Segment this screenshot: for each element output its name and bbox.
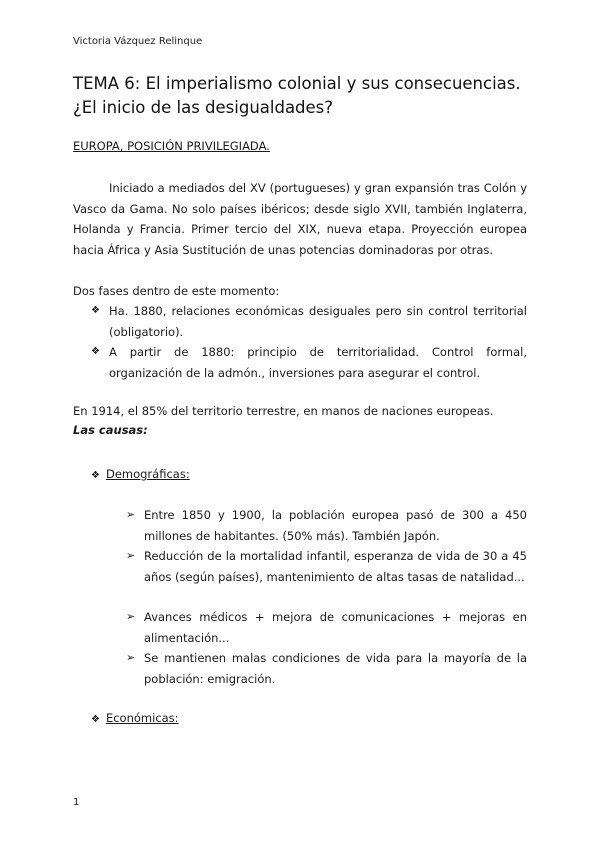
cause-label: Económicas: (105, 711, 179, 725)
cause-item-text: Entre 1850 y 1900, la población europea pasó de 300 a 450 millones de habitantes. (50% más). También Japón. (144, 508, 527, 543)
phase-text: A partir de 1880: principio de territorialidad. Control formal, organización de la admón., inversiones para asegurar el control. (109, 345, 527, 380)
territory-fact: En 1914, el 85% del territorio terrestre, en manos de naciones europeas. (73, 404, 494, 418)
causes-heading: Las causas: (73, 423, 148, 437)
list-item (126, 505, 527, 546)
list-item (126, 648, 527, 689)
list-item (91, 301, 527, 342)
section-heading: EUROPA, POSICIÓN PRIVILEGIADA. (73, 139, 270, 153)
cause-item-text: Reducción de la mortalidad infantil, esperanza de vida de 30 a 45 años (según países), mantenimiento de altas tasas de natalidad... (144, 549, 527, 584)
list-item (91, 342, 527, 383)
arrow-bullet-icon: ➢ (126, 610, 136, 623)
author-name: Victoria Vázquez Relinque (73, 36, 203, 47)
arrow-bullet-icon: ➢ (126, 549, 136, 562)
diamond-bullet-icon: ❖ (91, 470, 100, 481)
cause-item-text: Se mantienen malas condiciones de vida para la mayoría de la población: emigración. (144, 651, 527, 686)
cause-label: Demográficas: (105, 467, 190, 481)
page-number: 1 (73, 797, 80, 808)
arrow-bullet-icon: ➢ (126, 651, 136, 664)
diamond-bullet-icon: ❖ (91, 714, 100, 725)
diamond-bullet-icon: ❖ (91, 346, 100, 357)
phase-text: Ha. 1880, relaciones económicas desiguales pero sin control territorial (obligatorio). (109, 304, 527, 339)
cause-heading-demograficas (91, 464, 190, 487)
intro-paragraph: Iniciado a mediados del XV (portugueses) y gran expansión tras Colón y Vasco da Gama. No solo países ibéricos; desde siglo XVII, también Inglaterra, Holanda y Francia. Primer tercio del XIX, nueva etapa. Proyección europea hacia África y Asia Sustitución de unas potencias dominadoras por otras. (73, 181, 527, 257)
list-item (126, 546, 527, 587)
arrow-bullet-icon: ➢ (126, 508, 136, 521)
list-item (126, 607, 527, 648)
diamond-bullet-icon: ❖ (91, 305, 100, 316)
phases-intro: Dos fases dentro de este momento: (73, 284, 280, 298)
page-title: TEMA 6: El imperialismo colonial y sus consecuencias. ¿El inicio de las desigualdades? (73, 74, 521, 117)
cause-heading-economicas (91, 708, 179, 731)
cause-item-text: Avances médicos + mejora de comunicaciones + mejoras en alimentación... (144, 610, 527, 645)
